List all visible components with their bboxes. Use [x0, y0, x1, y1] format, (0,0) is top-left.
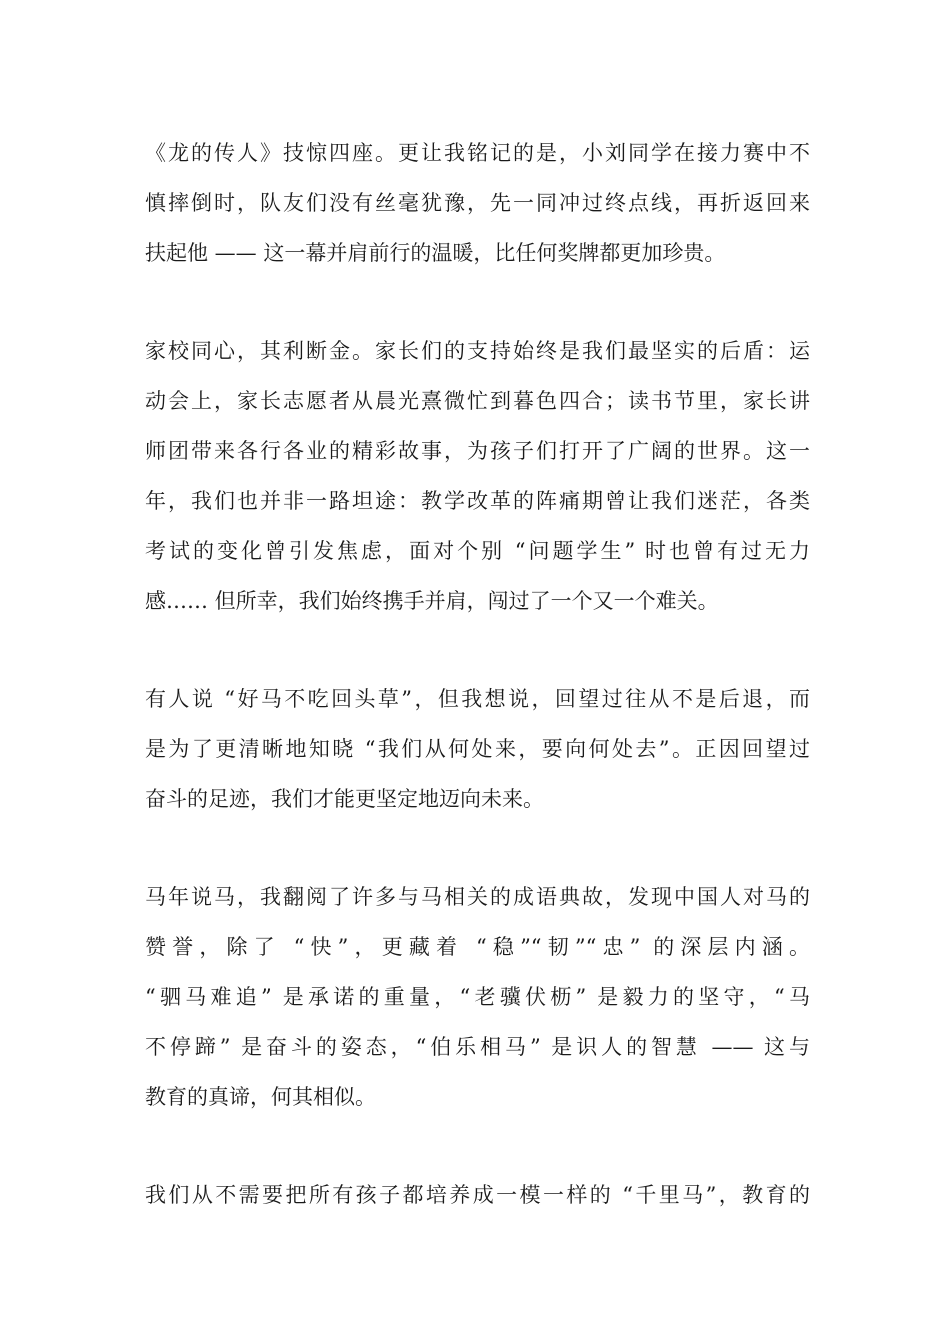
- paragraph: [145, 326, 810, 626]
- text-line: 师团带来各行各业的精彩故事，为孩子们打开了广阔的世界。这一: [145, 439, 810, 463]
- text-line: 感…… 但所幸，我们始终携手并肩，闯过了一个又一个难关。: [145, 589, 719, 613]
- text-line: 考试的变化曾引发焦虑，面对个别 “问题学生” 时也曾有过无力: [145, 539, 810, 563]
- text-line: 慎摔倒时，队友们没有丝毫犹豫，先一同冲过终点线，再折返回来: [145, 191, 810, 215]
- text-line: 是为了更清晰地知晓 “我们从何处来，要向何处去”。正因回望过: [145, 737, 810, 761]
- text-line: 马年说马，我翻阅了许多与马相关的成语典故，发现中国人对马的: [145, 885, 810, 909]
- text-line: 《龙的传人》技惊四座。更让我铭记的是，小刘同学在接力赛中不: [145, 141, 810, 165]
- text-line: “驷马难追” 是承诺的重量，“老骥伏枥” 是毅力的坚守，“马: [145, 985, 810, 1009]
- text-line: 教育的真谛，何其相似。: [145, 1085, 376, 1109]
- paragraph: [145, 674, 810, 824]
- text-line: 赞誉，除了 “快”，更藏着 “稳”“韧”“忠” 的深层内涵。: [145, 935, 810, 959]
- body-text: [145, 128, 810, 1268]
- text-line: 年，我们也并非一路坦途：教学改革的阵痛期曾让我们迷茫，各类: [145, 489, 810, 513]
- text-line: 家校同心，其利断金。家长们的支持始终是我们最坚实的后盾：运: [145, 339, 810, 363]
- paragraph: [145, 1170, 810, 1220]
- paragraph: [145, 128, 810, 278]
- paragraph: [145, 872, 810, 1122]
- text-line: 我们从不需要把所有孩子都培养成一模一样的 “千里马”，教育的: [145, 1183, 810, 1207]
- text-line: 有人说 “好马不吃回头草”，但我想说，回望过往从不是后退，而: [145, 687, 810, 711]
- text-line: 不停蹄” 是奋斗的姿态，“伯乐相马” 是识人的智慧 —— 这与: [145, 1035, 810, 1059]
- text-line: 扶起他 —— 这一幕并肩前行的温暖，比任何奖牌都更加珍贵。: [145, 241, 726, 265]
- text-line: 动会上，家长志愿者从晨光熹微忙到暮色四合；读书节里，家长讲: [145, 389, 810, 413]
- text-line: 奋斗的足迹，我们才能更坚定地迈向未来。: [145, 787, 544, 811]
